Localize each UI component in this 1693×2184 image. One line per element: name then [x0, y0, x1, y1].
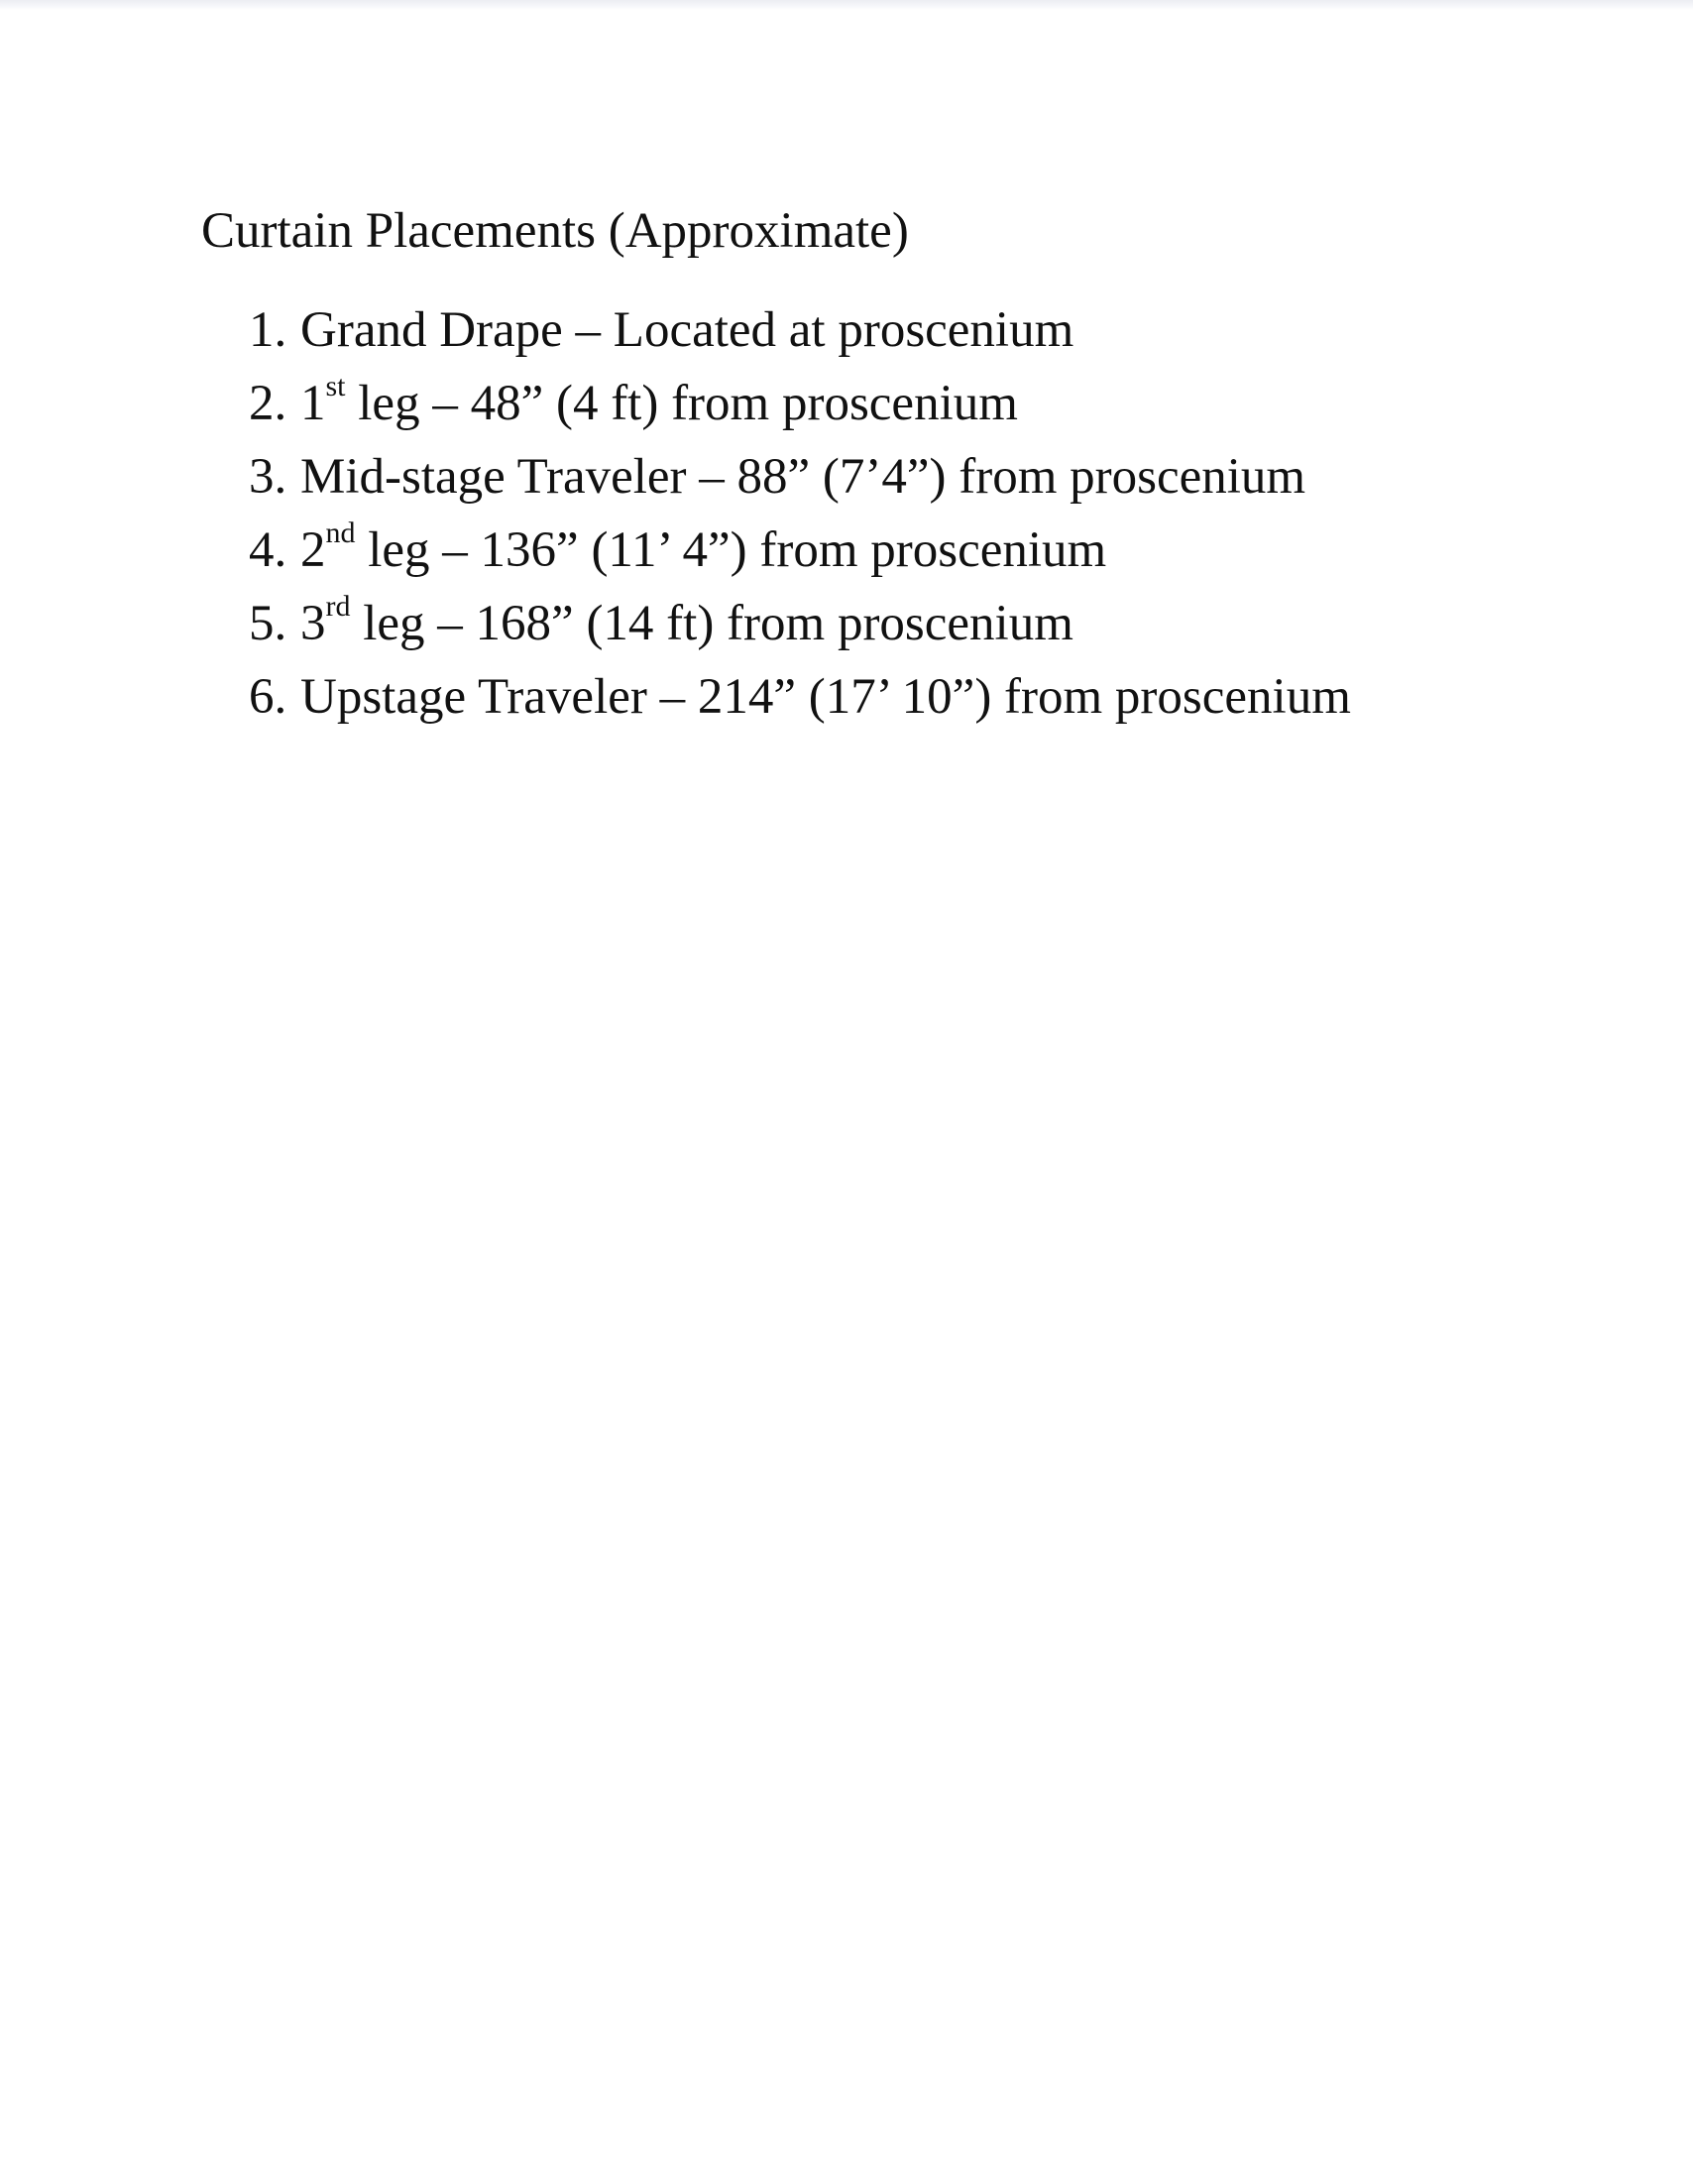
list-item-text: leg – 48” (4 ft) from proscenium: [345, 376, 1018, 431]
list-item-text: – Located at proscenium: [562, 302, 1074, 358]
list-item-text: – 214” (17’ 10”) from proscenium: [646, 669, 1351, 725]
list-item-first-leg: [249, 367, 1351, 440]
list-item-number: 6.: [249, 669, 287, 725]
list-item-number: 2.: [249, 376, 287, 431]
list-item-text: – 88” (7’4”) from proscenium: [686, 449, 1306, 505]
list-item-name: Upstage Traveler: [300, 669, 647, 725]
list-item-mid-stage-traveler: [249, 440, 1351, 514]
list-item-text: leg – 136” (11’ 4”) from proscenium: [355, 522, 1107, 578]
ordinal-suffix: rd: [325, 590, 351, 623]
list-item-name: Grand Drape: [300, 302, 563, 358]
ordinal-suffix: nd: [325, 517, 356, 549]
list-item-grand-drape: [249, 293, 1351, 367]
list-item-name: 2: [300, 522, 326, 578]
curtain-placement-list: [249, 293, 1351, 734]
list-item-name: 1: [300, 376, 326, 431]
ordinal-suffix: st: [325, 370, 346, 402]
list-item-name: Mid-stage Traveler: [300, 449, 687, 505]
page-title: Curtain Placements (Approximate): [201, 203, 909, 259]
list-item-number: 5.: [249, 596, 287, 651]
list-item-number: 4.: [249, 522, 287, 578]
list-item-name: 3: [300, 596, 326, 651]
list-item-number: 3.: [249, 449, 287, 505]
list-item-number: 1.: [249, 302, 287, 358]
list-item-third-leg: [249, 587, 1351, 660]
list-item-second-leg: [249, 514, 1351, 587]
list-item-upstage-traveler: [249, 660, 1351, 734]
list-item-text: leg – 168” (14 ft) from proscenium: [350, 596, 1073, 651]
